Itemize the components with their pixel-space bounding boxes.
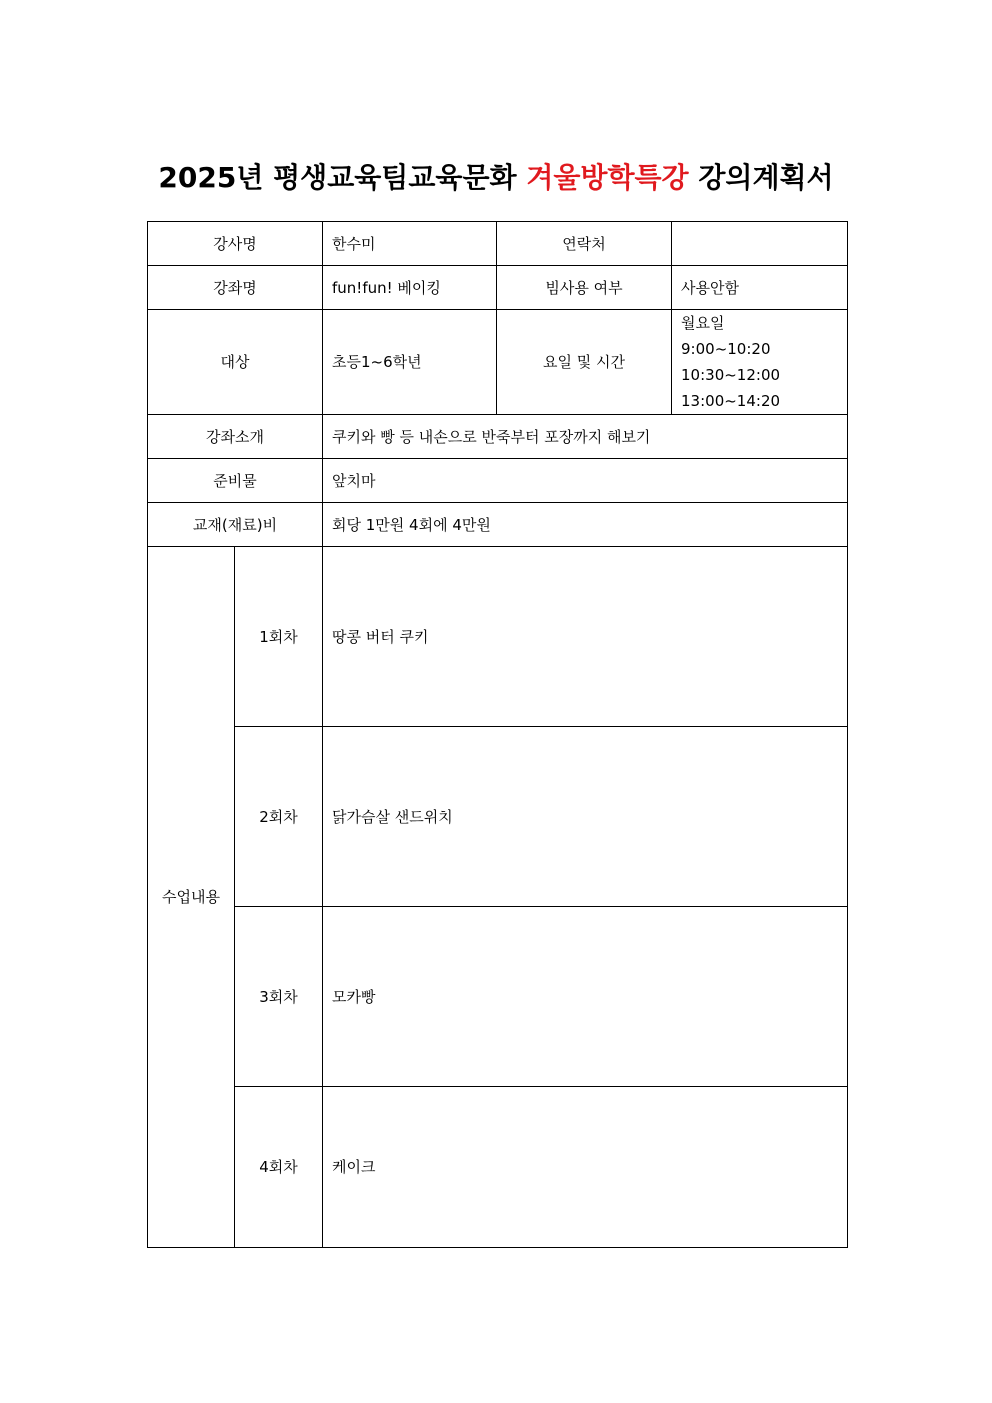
table-row [148, 415, 848, 459]
materials-label: 준비물 [148, 459, 323, 503]
lesson-content: 닭가슴살 샌드위치 [323, 727, 848, 907]
lecture-plan-table [147, 221, 848, 1248]
beam-value: 사용안함 [672, 266, 848, 310]
target-label: 대상 [148, 310, 323, 415]
schedule-time: 13:00~14:20 [681, 392, 781, 410]
contact-value [672, 222, 848, 266]
lessons-label: 수업내용 [148, 547, 235, 1248]
lesson-session: 3회차 [235, 907, 323, 1087]
lesson-session: 4회차 [235, 1087, 323, 1248]
title-highlight: 겨울방학특강 [526, 161, 689, 194]
lesson-content: 모카빵 [323, 907, 848, 1087]
lesson-session: 1회차 [235, 547, 323, 727]
course-value: fun!fun! 베이킹 [323, 266, 497, 310]
title-prefix: 2025년 평생교육팀교육문화 [158, 161, 527, 194]
table-row [148, 266, 848, 310]
intro-value: 쿠키와 빵 등 내손으로 반죽부터 포장까지 해보기 [323, 415, 848, 459]
schedule-time: 9:00~10:20 [681, 340, 771, 358]
intro-label: 강좌소개 [148, 415, 323, 459]
schedule-time: 10:30~12:00 [681, 366, 781, 384]
fee-label: 교재(재료)비 [148, 503, 323, 547]
schedule-value [672, 310, 848, 415]
table-row [148, 907, 848, 1087]
table-row [148, 727, 848, 907]
schedule-label: 요일 및 시간 [497, 310, 672, 415]
schedule-day: 월요일 [681, 314, 725, 332]
table-row [148, 459, 848, 503]
instructor-label: 강사명 [148, 222, 323, 266]
materials-value: 앞치마 [323, 459, 848, 503]
contact-label: 연락처 [497, 222, 672, 266]
table-row [148, 222, 848, 266]
title-suffix: 강의계획서 [688, 161, 834, 194]
instructor-value: 한수미 [323, 222, 497, 266]
table-row [148, 547, 848, 727]
beam-label: 빔사용 여부 [497, 266, 672, 310]
lesson-content: 케이크 [323, 1087, 848, 1248]
target-value: 초등1~6학년 [323, 310, 497, 415]
page-title [0, 158, 992, 198]
table-row [148, 1087, 848, 1248]
fee-value: 회당 1만원 4회에 4만원 [323, 503, 848, 547]
lesson-session: 2회차 [235, 727, 323, 907]
lesson-content: 땅콩 버터 쿠키 [323, 547, 848, 727]
table-row [148, 310, 848, 415]
table-row [148, 503, 848, 547]
course-label: 강좌명 [148, 266, 323, 310]
